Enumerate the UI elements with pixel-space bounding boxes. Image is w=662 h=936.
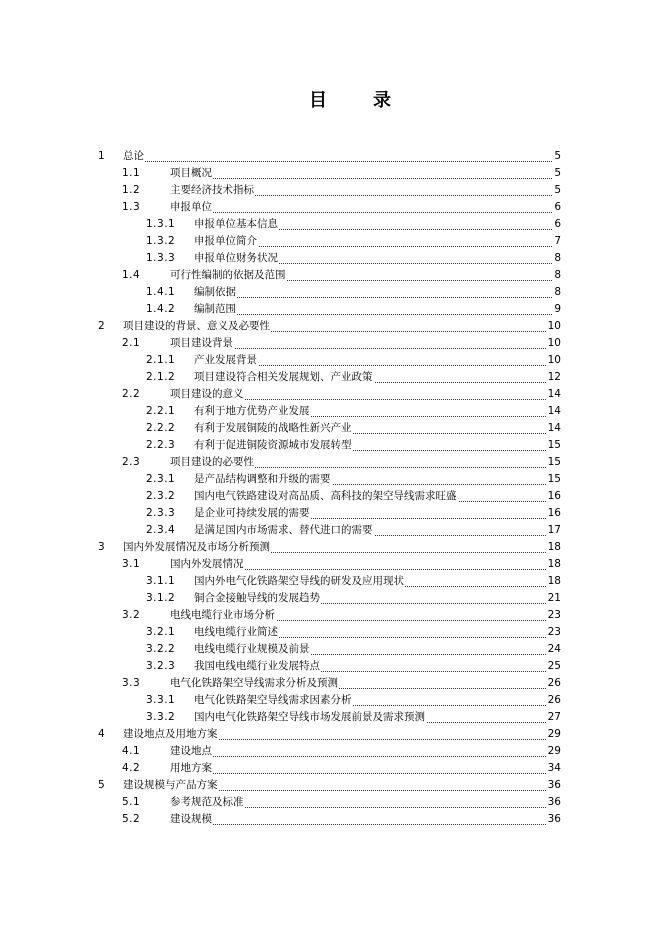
- toc-entry-title: 是产品结构调整和升级的需要: [194, 471, 332, 488]
- toc-entry-page: 5: [553, 165, 561, 182]
- toc-entry[interactable]: [0, 454, 662, 471]
- toc-entry[interactable]: [0, 505, 662, 522]
- toc-entry-page: 15: [547, 437, 561, 454]
- toc-entry-page: 23: [547, 624, 561, 641]
- toc-entry-title: 铜合金接触导线的发展趋势: [194, 590, 321, 607]
- toc-dot-leader: [170, 824, 556, 825]
- toc-entry-title: 项目建设的背景、意义及必要性: [123, 318, 271, 335]
- toc-entry-number: 1.4.1: [146, 286, 176, 298]
- toc-entry-number: 5.1: [122, 796, 141, 808]
- toc-entry[interactable]: [0, 556, 662, 573]
- toc-entry-number: 1.3: [122, 201, 141, 213]
- toc-entry-page: 7: [553, 233, 561, 250]
- toc-dot-leader: [170, 212, 556, 213]
- toc-entry-number: 1.1: [122, 167, 141, 179]
- toc-entry[interactable]: [0, 709, 662, 726]
- toc-entry-title: 项目建设符合相关发展规划、产业政策: [194, 369, 374, 386]
- toc-entry[interactable]: [0, 437, 662, 454]
- toc-entry-title: 申报单位基本信息: [194, 216, 279, 233]
- toc-entry-number: 2.3: [122, 456, 141, 468]
- toc-entry[interactable]: [0, 301, 662, 318]
- toc-entry[interactable]: [0, 165, 662, 182]
- toc-entry[interactable]: [0, 233, 662, 250]
- toc-entry-page: 16: [547, 505, 561, 522]
- toc-entry[interactable]: [0, 267, 662, 284]
- toc-entry[interactable]: [0, 777, 662, 794]
- toc-entry-page: 18: [547, 556, 561, 573]
- toc-entry[interactable]: [0, 471, 662, 488]
- toc-entry[interactable]: [0, 369, 662, 386]
- toc-dot-leader: [170, 773, 556, 774]
- toc-entry-title: 申报单位简介: [194, 233, 258, 250]
- toc-entry-number: 4: [98, 728, 106, 740]
- toc-entry[interactable]: [0, 182, 662, 199]
- toc-entry-page: 9: [553, 301, 561, 318]
- toc-entry[interactable]: [0, 352, 662, 369]
- toc-dot-leader: [170, 178, 556, 179]
- toc-entry-title: 电气化铁路架空导线需求因素分析: [194, 692, 353, 709]
- toc-entry[interactable]: [0, 386, 662, 403]
- toc-dot-leader: [194, 297, 556, 298]
- toc-entry-title: 国内电气化铁路架空导线市场发展前景及需求预测: [194, 709, 426, 726]
- toc-entry-page: 27: [547, 709, 561, 726]
- toc-entry-number: 2.2: [122, 388, 141, 400]
- toc-entry-number: 2.2.2: [146, 422, 176, 434]
- toc-entry-title: 有利于地方优势产业发展: [194, 403, 311, 420]
- toc-entry-number: 2.3.2: [146, 490, 176, 502]
- toc-entry-number: 2.3.1: [146, 473, 176, 485]
- toc-entry-number: 3.2.1: [146, 626, 176, 638]
- toc-entry-page: 8: [553, 267, 561, 284]
- toc-entry-number: 3.3.2: [146, 711, 176, 723]
- toc-entry[interactable]: [0, 641, 662, 658]
- toc-entry-title: 建设地点及用地方案: [123, 726, 219, 743]
- toc-entry-title: 有利于促进铜陵资源城市发展转型: [194, 437, 353, 454]
- toc-entry-title: 编制依据: [194, 284, 237, 301]
- toc-entry-page: 25: [547, 658, 561, 675]
- title-char-2: 录: [373, 90, 391, 111]
- toc-entry-page: 10: [547, 318, 561, 335]
- toc-entry-number: 1.4.2: [146, 303, 176, 315]
- toc-entry-title: 电线电缆行业规模及前景: [194, 641, 311, 658]
- toc-entry-number: 2.1.2: [146, 371, 176, 383]
- toc-entry-page: 26: [547, 675, 561, 692]
- toc-entry-title: 项目建设背景: [170, 335, 234, 352]
- toc-entry-page: 12: [547, 369, 561, 386]
- toc-entry-number: 2.2.3: [146, 439, 176, 451]
- toc-entry-title: 国内外电气化铁路架空导线的研发及应用现状: [194, 573, 405, 590]
- toc-entry-title: 编制范围: [194, 301, 237, 318]
- toc-entry-number: 3.2.3: [146, 660, 176, 672]
- toc-entry-number: 1.3.3: [146, 252, 176, 264]
- toc-entry-page: 29: [547, 743, 561, 760]
- toc-entry[interactable]: [0, 199, 662, 216]
- toc-entry-title: 主要经济技术指标: [170, 182, 255, 199]
- toc-entry-page: 15: [547, 471, 561, 488]
- toc-entry-page: 10: [547, 335, 561, 352]
- toc-dot-leader: [170, 756, 556, 757]
- toc-entry-title: 国内外发展情况: [170, 556, 245, 573]
- toc-dot-leader: [194, 314, 556, 315]
- toc-entry-page: 15: [547, 454, 561, 471]
- toc-entry-page: 21: [547, 590, 561, 607]
- toc-entry-number: 1.4: [122, 269, 141, 281]
- toc-entry-number: 3.3.1: [146, 694, 176, 706]
- toc-entry-title: 国内电气铁路建设对高品质、高科技的架空导线需求旺盛: [194, 488, 458, 505]
- toc-entry-number: 4.1: [122, 745, 141, 757]
- toc-entry-page: 24: [547, 641, 561, 658]
- toc-entry[interactable]: [0, 743, 662, 760]
- toc-entry-page: 5: [553, 182, 561, 199]
- toc-entry-number: 3.1: [122, 558, 141, 570]
- toc-entry-title: 用地方案: [170, 760, 213, 777]
- toc-entry-page: 6: [553, 216, 561, 233]
- toc-entry[interactable]: [0, 726, 662, 743]
- toc-entry[interactable]: [0, 335, 662, 352]
- toc-dot-leader: [123, 161, 556, 162]
- toc-entry-number: 2.1.1: [146, 354, 176, 366]
- toc-entry-title: 是企业可持续发展的需要: [194, 505, 311, 522]
- toc-entry-number: 2.2.1: [146, 405, 176, 417]
- toc-entry-number: 3.2: [122, 609, 141, 621]
- toc-entry-number: 2.3.4: [146, 524, 176, 536]
- toc-entry-title: 申报单位财务状况: [194, 250, 279, 267]
- toc-entry[interactable]: [0, 420, 662, 437]
- toc-entry-page: 34: [547, 760, 561, 777]
- toc-entry-title: 国内外发展情况及市场分析预测: [123, 539, 271, 556]
- toc-entry-page: 16: [547, 488, 561, 505]
- toc-entry-title: 项目概况: [170, 165, 213, 182]
- toc-entry[interactable]: [0, 607, 662, 624]
- toc-entry-title: 电线电缆行业市场分析: [170, 607, 276, 624]
- toc-entry-page: 14: [547, 386, 561, 403]
- toc-entry-number: 1.2: [122, 184, 141, 196]
- toc-entry-page: 5: [553, 148, 561, 165]
- toc-entry[interactable]: [0, 216, 662, 233]
- toc-entry[interactable]: [0, 675, 662, 692]
- toc-entry-title: 产业发展背景: [194, 352, 258, 369]
- toc-entry-title: 项目建设的必要性: [170, 454, 255, 471]
- toc-entry-number: 3.1.2: [146, 592, 176, 604]
- toc-entry[interactable]: [0, 522, 662, 539]
- toc-entry-page: 6: [553, 199, 561, 216]
- toc-entry-number: 3.3: [122, 677, 141, 689]
- toc-entry-page: 36: [547, 794, 561, 811]
- toc-entry-number: 2: [98, 320, 106, 332]
- toc-entry[interactable]: [0, 488, 662, 505]
- toc-entry-title: 我国电线电缆行业发展特点: [194, 658, 321, 675]
- toc-entry-page: 10: [547, 352, 561, 369]
- toc-entry[interactable]: [0, 794, 662, 811]
- toc-entry-title: 电线电缆行业简述: [194, 624, 279, 641]
- toc-entry-page: 23: [547, 607, 561, 624]
- toc-entry-number: 5.2: [122, 813, 141, 825]
- toc-entry-page: 26: [547, 692, 561, 709]
- toc-entry-title: 参考规范及标准: [170, 794, 245, 811]
- toc-entry-title: 申报单位: [170, 199, 213, 216]
- toc-entry-title: 建设规模: [170, 811, 213, 828]
- toc-entry-page: 14: [547, 420, 561, 437]
- toc-entry-page: 8: [553, 250, 561, 267]
- toc-entry-number: 1: [98, 150, 106, 162]
- toc-entry-title: 是满足国内市场需求、替代进口的需要: [194, 522, 374, 539]
- toc-entry-number: 1.3.1: [146, 218, 176, 230]
- toc-entry[interactable]: [0, 624, 662, 641]
- toc-entry-page: 17: [547, 522, 561, 539]
- toc-entry[interactable]: [0, 811, 662, 828]
- toc-entry-number: 5: [98, 779, 106, 791]
- toc-entry-page: 18: [547, 539, 561, 556]
- toc-entry[interactable]: [0, 539, 662, 556]
- toc-entry-title: 建设规模与产品方案: [123, 777, 219, 794]
- toc-entry[interactable]: [0, 318, 662, 335]
- toc-entry-title: 电气化铁路架空导线需求分析及预测: [170, 675, 339, 692]
- toc-entry[interactable]: [0, 403, 662, 420]
- title-char-1: 目: [309, 90, 327, 111]
- toc-entry-title: 项目建设的意义: [170, 386, 245, 403]
- toc-entry-number: 3.1.1: [146, 575, 176, 587]
- toc-entry-title: 可行性编制的依据及范围: [170, 267, 287, 284]
- toc-entry-number: 3: [98, 541, 106, 553]
- toc-entry-number: 1.3.2: [146, 235, 176, 247]
- toc-entry-title: 建设地点: [170, 743, 213, 760]
- toc-entry[interactable]: [0, 284, 662, 301]
- toc-entry[interactable]: [0, 760, 662, 777]
- toc-entry-number: 2.3.3: [146, 507, 176, 519]
- toc-entry-number: 2.1: [122, 337, 141, 349]
- toc-entry-number: 4.2: [122, 762, 141, 774]
- toc-entry-page: 14: [547, 403, 561, 420]
- toc-entry-page: 36: [547, 777, 561, 794]
- toc-entry[interactable]: [0, 590, 662, 607]
- toc-entry-page: 18: [547, 573, 561, 590]
- toc-entry-title: 有利于发展铜陵的战略性新兴产业: [194, 420, 353, 437]
- toc-entry[interactable]: [0, 658, 662, 675]
- toc-entry-page: 36: [547, 811, 561, 828]
- toc-entry-page: 8: [553, 284, 561, 301]
- toc-entry[interactable]: [0, 573, 662, 590]
- toc-entry[interactable]: [0, 148, 662, 165]
- toc-entry-number: 3.2.2: [146, 643, 176, 655]
- toc-entry[interactable]: [0, 692, 662, 709]
- toc-entry[interactable]: [0, 250, 662, 267]
- toc-entry-title: 总论: [123, 148, 145, 165]
- toc-entry-page: 29: [547, 726, 561, 743]
